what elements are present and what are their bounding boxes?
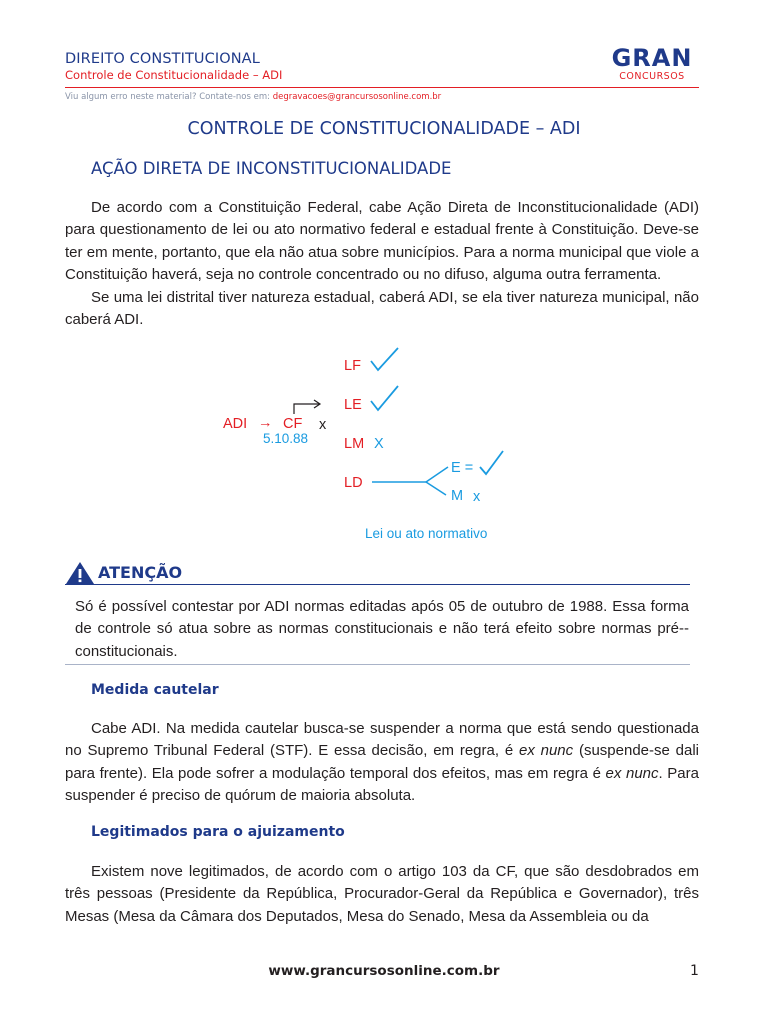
- diagram-lines: [0, 340, 768, 550]
- ld-upper-branch: [426, 467, 448, 482]
- paragraph-2: Se uma lei distrital tiver natureza estadual, caberá ADI, se ela tiver natureza municipal, não caberá ADI.: [65, 288, 699, 329]
- attention-bottom-rule: [65, 664, 690, 665]
- e-check-icon: [480, 451, 503, 474]
- label-article: 5.10.88: [263, 431, 309, 446]
- label-le: LE: [344, 397, 362, 413]
- legitimados-text: [65, 861, 699, 928]
- paragraph-1: De acordo com a Constituição Federal, cabe Ação Direta de Inconstitucionalidade (ADI) para questionamento de lei ou ato normativo federal e estadual frente à Constituição. Deve-se ter em mente, portanto, que ela não atua sobre municípios. Para a norma municipal que viole a Constituição haverá, seja no controle concentrado ou no difuso, alguma outra ferramenta.: [65, 199, 699, 284]
- label-e-equal: E =: [451, 460, 474, 476]
- medida-italic-1: ex nunc: [518, 742, 574, 760]
- lf-check-icon: [371, 348, 398, 370]
- attention-text: Só é possível contestar por ADI normas editadas após 05 de outubro de 1988. Essa forma de controle só atua sobre as normas constitucionais e não terá efeito sobre normas pré--constitucionais.: [75, 598, 689, 660]
- footer-url[interactable]: www.grancursosonline.com.br: [268, 963, 500, 979]
- section-title: AÇÃO DIRETA DE INCONSTITUCIONALIDADE: [91, 159, 452, 178]
- header-title: DIREITO CONSTITUCIONAL: [65, 51, 260, 67]
- label-ld: LD: [344, 475, 363, 491]
- m-x-mark: x: [473, 489, 481, 505]
- warning-icon: [65, 561, 95, 585]
- legitimados-paragraph: Existem nove legitimados, de acordo com o artigo 103 da CF, que são desdobrados em três pessoas (Presidente da República, Procurador-Geral da República e Governador), três Mesas (Mesa da Câmara dos Deputados, Mesa do Senado, Mesa da Assembleia ou da: [65, 863, 699, 925]
- medida-paragraph: [65, 718, 699, 808]
- diagram-caption: Lei ou ato normativo: [365, 526, 488, 541]
- medida-text-1: Cabe ADI. Na medida cautelar busca-se suspender a norma que está sendo questionada no Supremo Tribunal Federal (STF). E essa decisão, em regra, é: [65, 720, 699, 760]
- adi-diagram: [0, 340, 768, 550]
- legitimados-heading: Legitimados para o ajuizamento: [91, 824, 345, 840]
- logo-sub-text: CONCURSOS: [619, 71, 685, 82]
- bent-arrow-icon: [294, 404, 319, 414]
- cf-x-mark: x: [319, 417, 327, 433]
- medida-text-2: (suspende-se dali para frente). Ela pode sofrer a modulação temporal dos efeitos, mas em regra é: [65, 742, 699, 782]
- arrow-right-icon: →: [258, 415, 273, 431]
- attention-heading: ATENÇÃO: [98, 563, 183, 582]
- medida-heading: Medida cautelar: [91, 682, 219, 698]
- contact-prefix: Viu algum erro neste material? Contate-nos em:: [65, 92, 273, 102]
- header-subtitle: Controle de Constitucionalidade – ADI: [65, 68, 283, 82]
- medida-text-3: . Para suspender é preciso de quórum de maioria absoluta.: [65, 764, 699, 805]
- label-m: M: [451, 488, 464, 504]
- label-cf: CF: [283, 416, 303, 432]
- contact-line: [65, 92, 441, 102]
- ld-lower-branch: [426, 482, 446, 495]
- gran-logo: [610, 46, 694, 88]
- label-lm: LM: [344, 436, 365, 452]
- intro-text: [65, 197, 699, 331]
- label-adi: ADI: [223, 416, 248, 432]
- medida-text: [65, 718, 699, 808]
- lm-x-mark: X: [374, 436, 384, 452]
- medida-italic-2: ex nunc: [605, 764, 659, 782]
- attention-top-rule: [65, 584, 690, 585]
- logo-main-text: GRAN: [611, 44, 693, 72]
- label-lf: LF: [344, 358, 361, 374]
- page-title: CONTROLE DE CONSTITUCIONALIDADE – ADI: [187, 119, 581, 139]
- contact-email[interactable]: degravacoes@grancursosonline.com.br: [272, 92, 442, 102]
- header-divider: [65, 87, 699, 88]
- le-check-icon: [371, 386, 398, 410]
- page-number: 1: [690, 963, 699, 979]
